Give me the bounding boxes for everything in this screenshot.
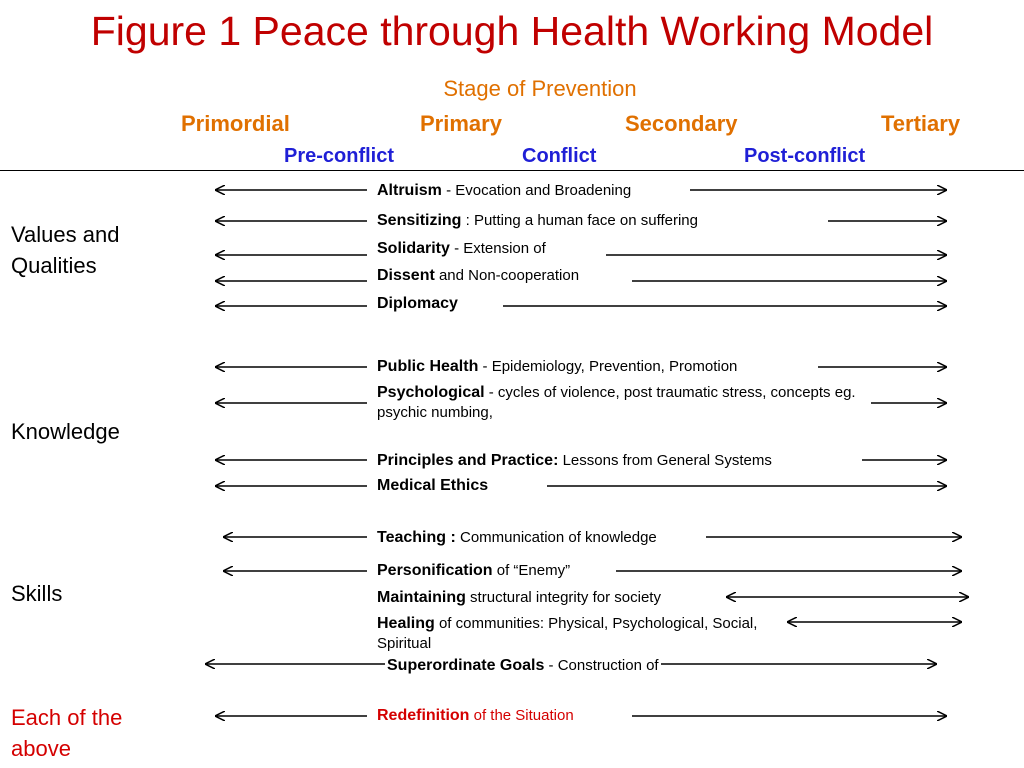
item-public-health: Public Health - Epidemiology, Prevention, Promotion — [377, 358, 738, 375]
item-dissent: Dissent and Non-cooperation — [377, 267, 580, 284]
item-redefinition: Redefinition of the Situation — [377, 707, 574, 724]
figure-title: Figure 1 Peace through Health Working Model — [90, 8, 934, 54]
item-teaching: Teaching : Communication of knowledge — [377, 529, 657, 546]
item-solidarity: Solidarity - Extension of — [377, 240, 546, 257]
item-superordinate: Superordinate Goals - Construction of — [387, 657, 659, 674]
phase-pre-conflict: Pre-conflict — [284, 145, 395, 167]
phase-post-conflict: Post-conflict — [744, 145, 866, 167]
stage-primary: Primary — [420, 111, 502, 136]
item-personification: Personification of “Enemy” — [377, 562, 571, 579]
stage-tertiary: Tertiary — [881, 111, 961, 136]
stage-primordial: Primordial — [181, 111, 290, 136]
item-altruism: Altruism - Evocation and Broadening — [377, 182, 632, 199]
item-maintaining: Maintaining structural integrity for society — [377, 589, 661, 606]
category-skills: Skills — [11, 581, 63, 606]
item-diplomacy: Diplomacy — [377, 295, 458, 312]
category-values: Values and Qualities — [11, 222, 120, 278]
item-principles: Principles and Practice: Lessons from General Systems — [377, 452, 772, 469]
item-healing: Healing of communities: Physical, Psychological, Social, Spiritual — [377, 615, 758, 652]
stage-secondary: Secondary — [625, 111, 738, 136]
phase-conflict: Conflict — [522, 145, 597, 167]
category-each: Each of the above — [11, 705, 123, 761]
category-knowledge: Knowledge — [11, 419, 120, 444]
item-sensitizing: Sensitizing : Putting a human face on suffering — [377, 212, 698, 229]
stage-heading: Stage of Prevention — [443, 76, 637, 101]
item-psychological: Psychological - cycles of violence, post traumatic stress, concepts eg. psychic numbing, — [377, 384, 856, 421]
item-medical-ethics: Medical Ethics — [377, 477, 489, 494]
